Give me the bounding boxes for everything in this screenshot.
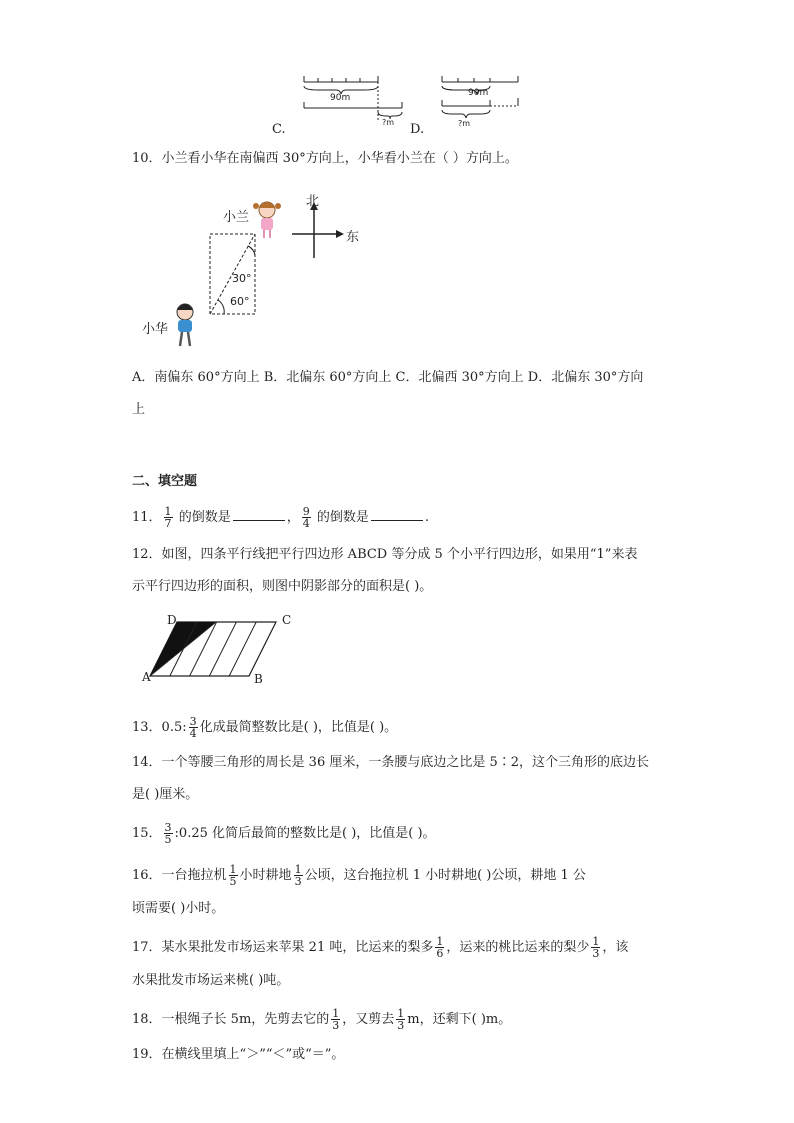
- label-angle-30: 30°: [232, 272, 252, 285]
- q16-line1: 16．一台拖拉机 $\frac{1}{5}$ 小时耕地 $\frac{1}{3}$ 公顷，这台拖拉机 1 小时耕地( )公顷，耕地 1 公: [132, 863, 586, 888]
- q12-line1: 12．如图，四条平行线把平行四边形 ABCD 等分成 5 个小平行四边形，如果用“1”来表: [132, 547, 638, 562]
- q19-text: 19．在横线里填上“＞”“＜”或“＝”。: [132, 1047, 345, 1062]
- option-d-unknown: ?m: [458, 119, 471, 128]
- q17-frac1: $\frac{1}{6}$: [436, 935, 444, 960]
- q11-text1: 的倒数是: [178, 510, 231, 525]
- q14-line2: 是( )厘米。: [132, 787, 199, 802]
- q11-blank2[interactable]: [371, 508, 423, 521]
- vertex-b: B: [254, 672, 263, 686]
- q11-text2: 的倒数是: [316, 510, 369, 525]
- label-xiaolan: 小兰: [223, 210, 250, 225]
- q17-line1: 17．某水果批发市场运来苹果 21 吨，比运来的梨多 $\frac{1}{6}$ ，运来的桃比运来的梨少 $\frac{1}{3}$ ，该: [132, 935, 629, 960]
- q18: 18．一根绳子长 5m，先剪去它的 $\frac{1}{3}$ ，又剪去 $\frac{1}{3}$ m，还剩下( )m。: [132, 1007, 512, 1032]
- q15: 15． $\frac{3}{5}$ :0.25 化简后最简的整数比是( )，比值是( )。: [132, 821, 436, 846]
- section-title: 二、填空题: [132, 474, 198, 489]
- label-east: 东: [346, 230, 360, 245]
- q10-figure: [140, 186, 370, 354]
- vertex-d: D: [167, 613, 177, 627]
- q16-frac2: $\frac{1}{3}$: [294, 863, 302, 888]
- q14-line1: 14．一个等腰三角形的周长是 36 厘米，一条腰与底边之比是 5∶2，这个三角形的底边长: [132, 755, 650, 770]
- q11-number: 11．: [132, 510, 162, 525]
- q18-frac1: $\frac{1}{3}$: [332, 1007, 340, 1032]
- q11-frac2: $\frac{9}{4}$: [302, 505, 310, 530]
- q13: 13．0.5: $\frac{3}{4}$ 化成最简整数比是( )，比值是( )。: [132, 715, 398, 740]
- q10-options-line1: A．南偏东 60°方向上 B．北偏东 60°方向上 C．北偏西 30°方向上 D．北偏东 30°方向: [132, 370, 644, 385]
- xiaolan-figure: [253, 202, 281, 238]
- q10-options-line2: 上: [132, 402, 146, 417]
- q13-frac: $\frac{3}{4}$: [189, 715, 197, 740]
- option-d-diagram: [436, 68, 526, 130]
- q16-line2: 顷需要( )小时。: [132, 901, 225, 916]
- q12-line2: 示平行四边形的面积，则图中阴影部分的面积是( )。: [132, 579, 433, 594]
- option-c-label: C.: [272, 122, 286, 137]
- xiaohua-figure: [177, 304, 193, 346]
- label-north: 北: [306, 194, 320, 209]
- q18-frac2: $\frac{1}{3}$: [397, 1007, 405, 1032]
- q11-frac1: $\frac{1}{7}$: [164, 505, 172, 530]
- q17-line2: 水果批发市场运来桃( )吨。: [132, 973, 290, 988]
- option-c-length: 90m: [330, 93, 351, 103]
- label-xiaohua: 小华: [142, 322, 169, 337]
- q16-frac1: $\frac{1}{5}$: [229, 863, 237, 888]
- label-angle-60: 60°: [230, 295, 250, 308]
- q17-frac2: $\frac{1}{3}$: [592, 935, 600, 960]
- option-d-length: 90m: [468, 88, 489, 98]
- q15-frac: $\frac{3}{5}$: [164, 821, 172, 846]
- vertex-a: A: [142, 670, 151, 684]
- option-c-unknown: ?m: [382, 118, 395, 127]
- vertex-c: C: [282, 613, 292, 627]
- option-d-label: D.: [410, 122, 425, 137]
- q10-text: 10．小兰看小华在南偏西 30°方向上，小华看小兰在（ ）方向上。: [132, 151, 518, 166]
- q12-parallelogram: [140, 612, 300, 692]
- q11-blank1[interactable]: [233, 508, 285, 521]
- q11: 11． $\frac{1}{7}$ 的倒数是 ， $\frac{9}{4}$ 的倒数是 .: [132, 505, 430, 530]
